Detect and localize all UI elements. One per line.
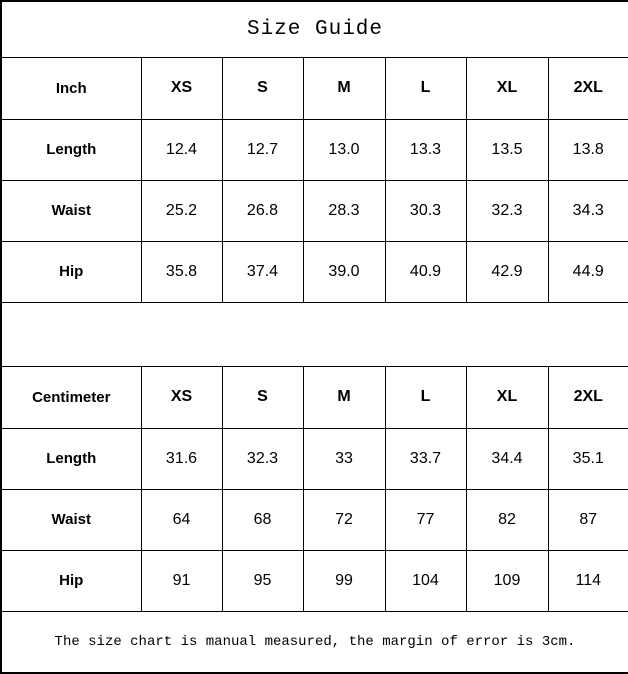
value-cell: 109 bbox=[466, 550, 548, 611]
value-cell: 72 bbox=[303, 489, 385, 550]
cm-size-xl: XL bbox=[466, 366, 548, 428]
inch-size-s: S bbox=[222, 57, 303, 119]
value-cell: 104 bbox=[385, 550, 466, 611]
value-cell: 26.8 bbox=[222, 180, 303, 241]
row-label: Waist bbox=[1, 489, 141, 550]
spacer-cell bbox=[1, 302, 628, 366]
inch-length-row bbox=[1, 119, 628, 180]
inch-waist-row bbox=[1, 180, 628, 241]
value-cell: 12.7 bbox=[222, 119, 303, 180]
value-cell: 13.0 bbox=[303, 119, 385, 180]
value-cell: 40.9 bbox=[385, 241, 466, 302]
row-label: Waist bbox=[1, 180, 141, 241]
value-cell: 13.3 bbox=[385, 119, 466, 180]
value-cell: 64 bbox=[141, 489, 222, 550]
inch-hip-row bbox=[1, 241, 628, 302]
inch-size-m: M bbox=[303, 57, 385, 119]
row-label: Hip bbox=[1, 241, 141, 302]
value-cell: 31.6 bbox=[141, 428, 222, 489]
value-cell: 34.3 bbox=[548, 180, 628, 241]
value-cell: 99 bbox=[303, 550, 385, 611]
value-cell: 25.2 bbox=[141, 180, 222, 241]
cm-size-2xl: 2XL bbox=[548, 366, 628, 428]
value-cell: 39.0 bbox=[303, 241, 385, 302]
spacer-row bbox=[1, 302, 628, 366]
title-row bbox=[1, 1, 628, 57]
value-cell: 42.9 bbox=[466, 241, 548, 302]
inch-header-row bbox=[1, 57, 628, 119]
cm-unit-label: Centimeter bbox=[1, 366, 141, 428]
value-cell: 95 bbox=[222, 550, 303, 611]
inch-size-l: L bbox=[385, 57, 466, 119]
cm-waist-row bbox=[1, 489, 628, 550]
cm-size-s: S bbox=[222, 366, 303, 428]
value-cell: 32.3 bbox=[222, 428, 303, 489]
page-title: Size Guide bbox=[1, 1, 628, 57]
value-cell: 35.8 bbox=[141, 241, 222, 302]
value-cell: 77 bbox=[385, 489, 466, 550]
row-label: Length bbox=[1, 428, 141, 489]
value-cell: 37.4 bbox=[222, 241, 303, 302]
cm-header-row bbox=[1, 366, 628, 428]
value-cell: 13.5 bbox=[466, 119, 548, 180]
footer-note: The size chart is manual measured, the margin of error is 3cm. bbox=[1, 611, 628, 673]
value-cell: 13.8 bbox=[548, 119, 628, 180]
row-label: Length bbox=[1, 119, 141, 180]
row-label: Hip bbox=[1, 550, 141, 611]
value-cell: 68 bbox=[222, 489, 303, 550]
cm-size-xs: XS bbox=[141, 366, 222, 428]
value-cell: 30.3 bbox=[385, 180, 466, 241]
footer-row bbox=[1, 611, 628, 673]
value-cell: 82 bbox=[466, 489, 548, 550]
cm-length-row bbox=[1, 428, 628, 489]
value-cell: 44.9 bbox=[548, 241, 628, 302]
inch-unit-label: Inch bbox=[1, 57, 141, 119]
value-cell: 33.7 bbox=[385, 428, 466, 489]
value-cell: 32.3 bbox=[466, 180, 548, 241]
value-cell: 87 bbox=[548, 489, 628, 550]
cm-hip-row bbox=[1, 550, 628, 611]
value-cell: 35.1 bbox=[548, 428, 628, 489]
inch-size-xl: XL bbox=[466, 57, 548, 119]
cm-size-l: L bbox=[385, 366, 466, 428]
value-cell: 34.4 bbox=[466, 428, 548, 489]
value-cell: 28.3 bbox=[303, 180, 385, 241]
value-cell: 91 bbox=[141, 550, 222, 611]
value-cell: 114 bbox=[548, 550, 628, 611]
cm-size-m: M bbox=[303, 366, 385, 428]
value-cell: 12.4 bbox=[141, 119, 222, 180]
value-cell: 33 bbox=[303, 428, 385, 489]
inch-size-xs: XS bbox=[141, 57, 222, 119]
inch-size-2xl: 2XL bbox=[548, 57, 628, 119]
